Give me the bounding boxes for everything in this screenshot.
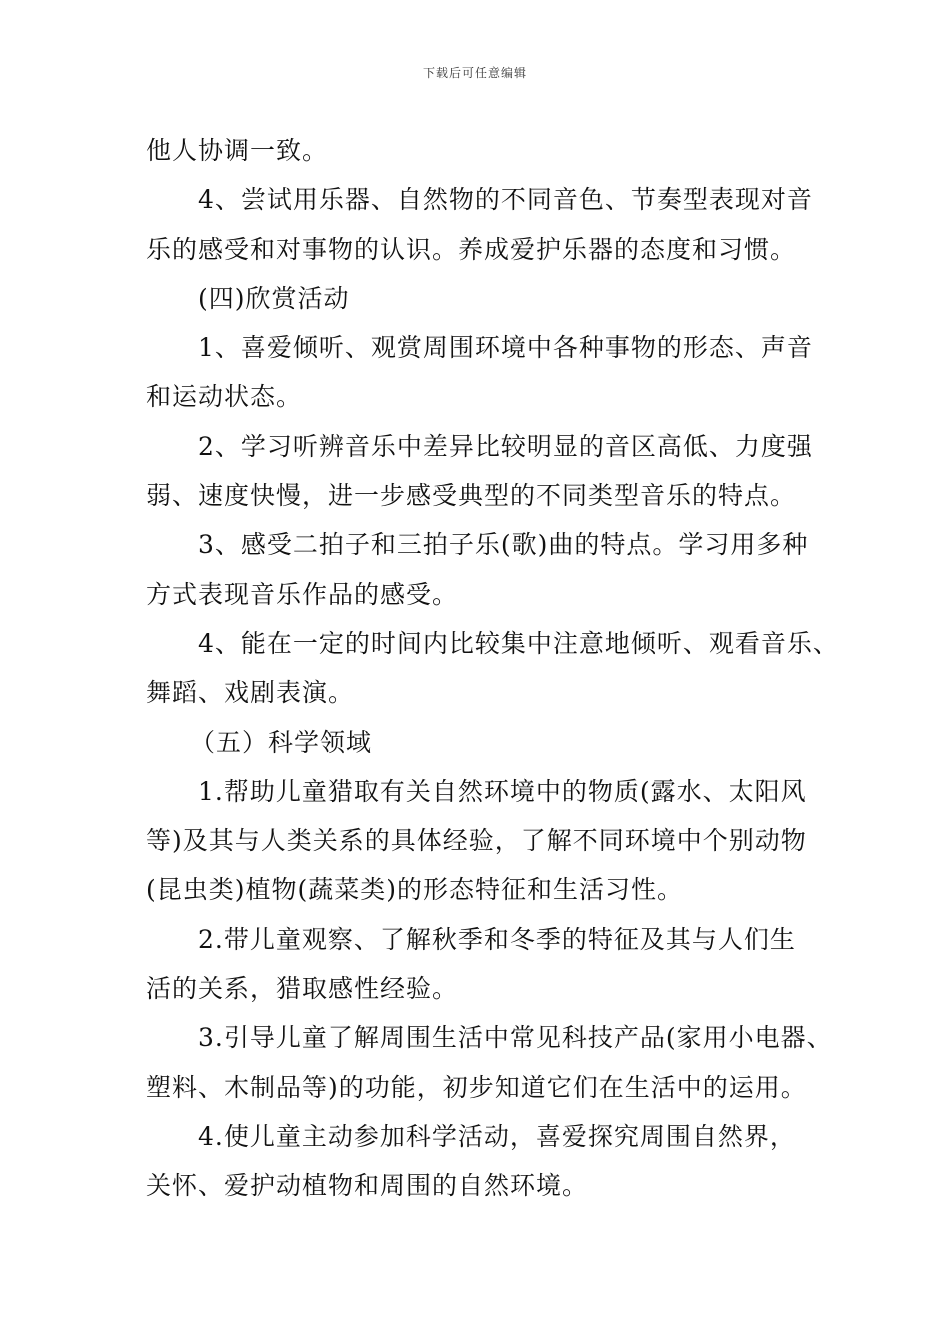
section-heading: (四)欣赏活动: [198, 283, 350, 313]
text-line: 塑料、木制品等)的功能，初步知道它们在生活中的运用。: [146, 1072, 807, 1102]
text-line: 舞蹈、戏剧表演。: [146, 678, 355, 708]
list-item-line: 1、喜爱倾听、观赏周围环境中各种事物的形态、声音: [198, 333, 813, 363]
text-line: 方式表现音乐作品的感受。: [146, 579, 459, 609]
list-item-line: 2.带儿童观察、了解秋季和冬季的特征及其与人们生: [198, 924, 796, 954]
list-item-line: 3、感受二拍子和三拍子乐(歌)曲的特点。学习用多种: [198, 530, 809, 560]
text-line: 活的关系，猎取感性经验。: [146, 974, 459, 1004]
list-item-line: 3.引导儿童了解周围生活中常见科技产品(家用小电器、: [198, 1023, 833, 1053]
list-item-line: 4、能在一定的时间内比较集中注意地倾听、观看音乐、: [198, 628, 839, 658]
list-item-line: 4、尝试用乐器、自然物的不同音色、节奏型表现对音: [198, 185, 813, 215]
document-body: [146, 126, 839, 1211]
text-line: 等)及其与人类关系的具体经验，了解不同环境中个别动物: [146, 826, 807, 856]
list-item-line: 1.帮助儿童猎取有关自然环境中的物质(露水、太阳风: [198, 776, 807, 806]
list-item-line: 4.使儿童主动参加科学活动，喜爱探究周围自然界，: [198, 1121, 796, 1151]
list-item-line: 2、学习听辨音乐中差异比较明显的音区高低、力度强: [198, 431, 813, 461]
text-line: (昆虫类)植物(蔬菜类)的形态特征和生活习性。: [146, 875, 684, 905]
text-line: 关怀、爱护动植物和周围的自然环境。: [146, 1171, 589, 1201]
text-line: 他人协调一致。: [146, 136, 329, 165]
text-line: 弱、速度快慢，进一步感受典型的不同类型音乐的特点。: [146, 481, 797, 511]
text-line: 乐的感受和对事物的认识。养成爱护乐器的态度和习惯。: [146, 234, 797, 264]
text-line: 和运动状态。: [146, 382, 303, 412]
page-header: 下载后可任意编辑: [422, 66, 527, 80]
section-heading: （五）科学领域: [190, 727, 373, 757]
